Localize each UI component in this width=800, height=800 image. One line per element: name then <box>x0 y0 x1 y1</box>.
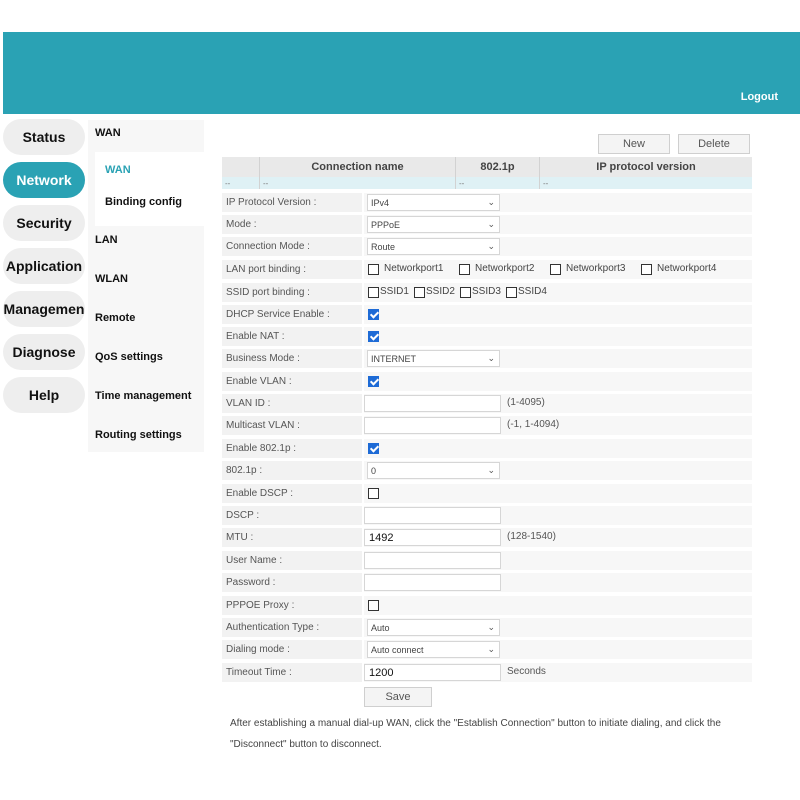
chevron-down-icon: ⌄ <box>487 241 495 251</box>
form-row-enable-dscp <box>222 484 752 503</box>
form-row-dhcp-service-enable <box>222 305 752 324</box>
form-row-user-name <box>222 551 752 570</box>
subnav-wan-active[interactable]: WAN <box>105 164 131 176</box>
authentication-type-label: Authentication Type : <box>222 618 362 637</box>
p8021-label: 802.1p : <box>222 461 362 480</box>
mode-select[interactable]: PPPoE ⌄ <box>367 216 500 233</box>
logout-link[interactable]: Logout <box>740 91 778 103</box>
ssid1-checkbox[interactable] <box>368 287 379 298</box>
form-row-ssid-port-binding <box>222 283 752 302</box>
enable-nat-label: Enable NAT : <box>222 327 362 346</box>
form-row-8021p <box>222 461 752 480</box>
dialing-mode-select[interactable]: Auto connect ⌄ <box>367 641 500 658</box>
form-row-timeout-time <box>222 663 752 682</box>
column-header-8021p: 802.1p <box>456 157 540 177</box>
business-mode-select[interactable]: INTERNET ⌄ <box>367 350 500 367</box>
ssid2-checkbox[interactable] <box>414 287 425 298</box>
chevron-down-icon: ⌄ <box>487 353 495 363</box>
chevron-down-icon: ⌄ <box>487 622 495 632</box>
subnav-wan[interactable]: WAN <box>95 127 121 139</box>
nav-diagnose[interactable]: Diagnose <box>3 334 85 370</box>
networkport3-label: Networkport3 <box>566 263 626 274</box>
vlan-id-input[interactable] <box>364 395 501 412</box>
save-button[interactable]: Save <box>364 687 432 707</box>
top-banner <box>3 32 800 114</box>
form-row-ip-protocol-version <box>222 193 752 212</box>
form-row-pppoe-proxy <box>222 596 752 615</box>
networkport3-checkbox[interactable] <box>550 264 561 275</box>
authentication-type-select[interactable]: Auto ⌄ <box>367 619 500 636</box>
form-row-mode <box>222 215 752 234</box>
ip-protocol-version-label: IP Protocol Version : <box>222 193 362 212</box>
dhcp-service-enable-checkbox[interactable] <box>368 309 379 320</box>
form-row-dialing-mode <box>222 640 752 659</box>
vlan-id-label: VLAN ID : <box>222 394 362 413</box>
wan-submenu <box>95 152 204 226</box>
ssid2-label: SSID2 <box>426 286 455 297</box>
connection-mode-label: Connection Mode : <box>222 237 362 256</box>
column-header-ip-protocol-version: IP protocol version <box>596 161 696 173</box>
lan-port-binding-label: LAN port binding : <box>222 260 362 279</box>
nav-management[interactable]: Managemen <box>3 291 85 327</box>
multicast-vlan-range-hint: (-1, 1-4094) <box>507 419 560 430</box>
mode-label: Mode : <box>222 215 362 234</box>
dialing-mode-label: Dialing mode : <box>222 640 362 659</box>
nav-help[interactable]: Help <box>3 377 85 413</box>
form-row-enable-vlan <box>222 372 752 391</box>
networkport1-label: Networkport1 <box>384 263 444 274</box>
form-row-authentication-type <box>222 618 752 637</box>
enable-dscp-checkbox[interactable] <box>368 488 379 499</box>
form-row-business-mode <box>222 349 752 368</box>
connection-mode-select[interactable]: Route ⌄ <box>367 238 500 255</box>
nav-status[interactable]: Status <box>3 119 85 155</box>
table-cell: -- <box>222 177 260 189</box>
form-row-dscp <box>222 506 752 525</box>
enable-vlan-checkbox[interactable] <box>368 376 379 387</box>
table-header <box>222 157 752 177</box>
dscp-label: DSCP : <box>222 506 362 525</box>
form-row-password <box>222 573 752 592</box>
enable-dscp-label: Enable DSCP : <box>222 484 362 503</box>
ssid3-label: SSID3 <box>472 286 501 297</box>
p8021-select[interactable]: 0 ⌄ <box>367 462 500 479</box>
ip-protocol-version-select[interactable]: IPv4 ⌄ <box>367 194 500 211</box>
subnav-wlan[interactable]: WLAN <box>95 273 128 285</box>
nav-network[interactable]: Network <box>3 162 85 198</box>
mtu-label: MTU : <box>222 528 362 547</box>
dscp-input[interactable] <box>364 507 501 524</box>
ssid1-label: SSID1 <box>380 286 409 297</box>
table-row[interactable] <box>222 177 752 189</box>
table-cell: -- <box>543 178 549 188</box>
dial-up-instructions: After establishing a manual dial-up WAN, click the "Establish Connection" button to initiate dialing, and click the "Disconnect" button to disconnect. <box>230 718 721 750</box>
ssid4-label: SSID4 <box>518 286 547 297</box>
networkport2-checkbox[interactable] <box>459 264 470 275</box>
form-row-mtu <box>222 528 752 547</box>
password-label: Password : <box>222 573 362 592</box>
form-row-multicast-vlan <box>222 416 752 435</box>
ssid4-checkbox[interactable] <box>506 287 517 298</box>
networkport1-checkbox[interactable] <box>368 264 379 275</box>
form-row-enable-nat <box>222 327 752 346</box>
form-row-enable-8021p <box>222 439 752 458</box>
enable-nat-checkbox[interactable] <box>368 331 379 342</box>
multicast-vlan-input[interactable] <box>364 417 501 434</box>
timeout-time-unit: Seconds <box>507 666 546 677</box>
mtu-range-hint: (128-1540) <box>507 531 556 542</box>
networkport4-label: Networkport4 <box>657 263 717 274</box>
subnav-qos-settings[interactable]: QoS settings <box>95 351 163 363</box>
timeout-time-label: Timeout Time : <box>222 663 362 682</box>
table-cell: -- <box>260 177 456 189</box>
chevron-down-icon: ⌄ <box>487 197 495 207</box>
multicast-vlan-label: Multicast VLAN : <box>222 416 362 435</box>
networkport2-label: Networkport2 <box>475 263 535 274</box>
ssid3-checkbox[interactable] <box>460 287 471 298</box>
ssid-port-binding-label: SSID port binding : <box>222 283 362 302</box>
password-input[interactable] <box>364 574 501 591</box>
enable-8021p-label: Enable 802.1p : <box>222 439 362 458</box>
pppoe-proxy-checkbox[interactable] <box>368 600 379 611</box>
form-row-vlan-id <box>222 394 752 413</box>
subnav-lan[interactable]: LAN <box>95 234 118 246</box>
enable-8021p-checkbox[interactable] <box>368 443 379 454</box>
timeout-time-input[interactable]: 1200 <box>364 664 501 681</box>
connection-table <box>222 157 752 189</box>
subnav-remote[interactable]: Remote <box>95 312 136 324</box>
chevron-down-icon: ⌄ <box>487 219 495 229</box>
enable-vlan-label: Enable VLAN : <box>222 372 362 391</box>
subnav-time-management[interactable]: Time management <box>95 390 192 402</box>
delete-button[interactable]: Delete <box>678 134 750 154</box>
chevron-down-icon: ⌄ <box>487 465 495 475</box>
subnav-binding-config[interactable]: Binding config <box>105 196 182 208</box>
new-button[interactable]: New <box>598 134 670 154</box>
pppoe-proxy-label: PPPOE Proxy : <box>222 596 362 615</box>
column-header-connection-name: Connection name <box>260 157 456 177</box>
form-row-lan-port-binding <box>222 260 752 279</box>
subnav-routing-settings[interactable]: Routing settings <box>95 429 182 441</box>
form-row-connection-mode <box>222 237 752 256</box>
table-cell: -- <box>456 177 540 189</box>
user-name-input[interactable] <box>364 552 501 569</box>
networkport4-checkbox[interactable] <box>641 264 652 275</box>
chevron-down-icon: ⌄ <box>487 644 495 654</box>
mtu-input[interactable]: 1492 <box>364 529 501 546</box>
dhcp-service-enable-label: DHCP Service Enable : <box>222 305 362 324</box>
nav-application[interactable]: Application <box>3 248 85 284</box>
vlan-id-range-hint: (1-4095) <box>507 397 545 408</box>
column-header-select <box>222 157 260 177</box>
user-name-label: User Name : <box>222 551 362 570</box>
business-mode-label: Business Mode : <box>222 349 362 368</box>
nav-security[interactable]: Security <box>3 205 85 241</box>
